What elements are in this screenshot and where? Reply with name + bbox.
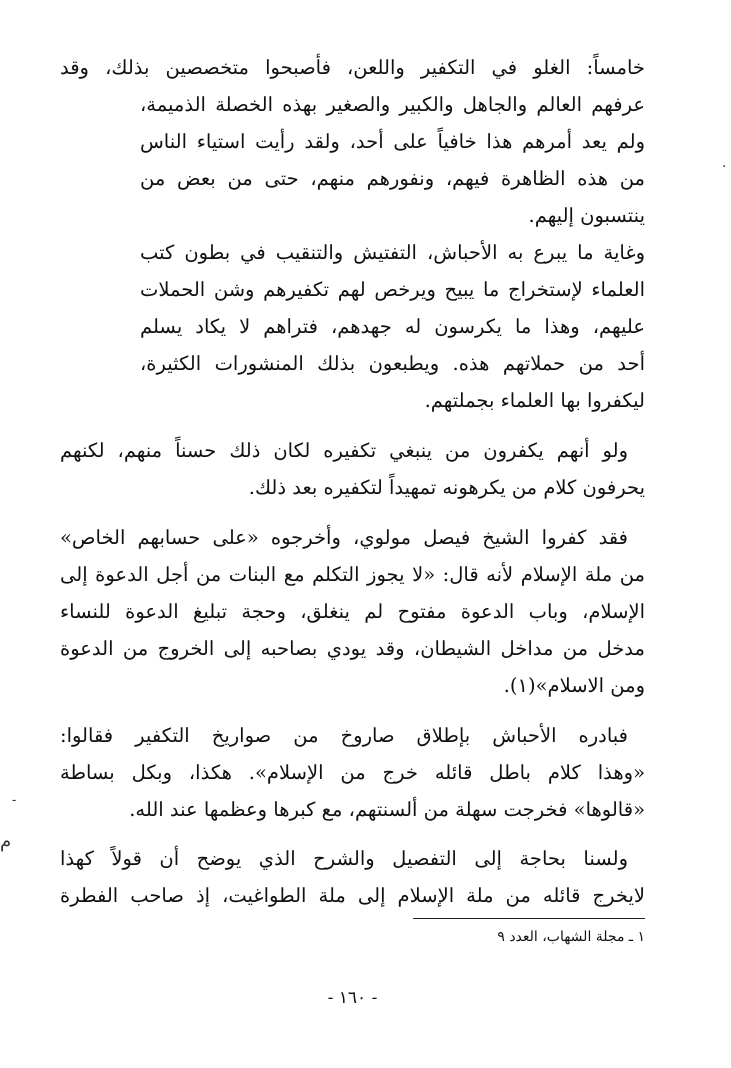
paragraph-5-line-1: فبادره الأحباش بإطلاق صاروخ من صواريخ التكفير فقالوا:	[60, 724, 628, 747]
paragraph-1-line-4: من هذه الظاهرة فيهم، ونفورهم منهم، حتى من بعض من	[140, 167, 645, 190]
paragraph-4-line-2: من ملة الإسلام لأنه قال: «لا يجوز التكلم مع البنات من أجل الدعوة إلى	[60, 563, 645, 586]
paragraph-6-line-2: لايخرج قائله من ملة الإسلام إلى ملة الطواغيت، إذ صاحب الفطرة	[60, 884, 645, 907]
paragraph-1-line-5: ينتسبون إليهم.	[528, 204, 645, 227]
footnote-divider	[413, 918, 645, 919]
paragraph-4-line-4: مدخل من مداخل الشيطان، وقد يودي بصاحبه إلى الخروج من الدعوة	[60, 637, 645, 660]
paragraph-5-line-2: «وهذا كلام باطل قائله خرج من الإسلام». هكذا، وبكل بساطة	[60, 761, 645, 784]
paragraph-2-line-1: وغاية ما يبرع به الأحباش، التفتيش والتنقيب في بطون كتب	[140, 241, 645, 264]
paragraph-4-line-5: ومن الاسلام»(١).	[503, 674, 645, 697]
paragraph-2-line-4: أحد من حملاتهم هذه. ويطبعون بذلك المنشورات الكثيرة،	[140, 352, 645, 375]
paragraph-4-line-1: فقد كفروا الشيخ فيصل مولوي، وأخرجوه «على حسابهم الخاص»	[60, 526, 628, 549]
paragraph-2-line-5: ليكفروا بها العلماء بجملتهم.	[424, 389, 645, 412]
scan-dot-mark: ·	[722, 159, 727, 175]
book-page	[60, 50, 645, 1050]
paragraph-2-line-2: العلماء لإستخراج ما يبيح ويرخص لهم تكفيرهم وشن الحملات	[140, 278, 645, 301]
paragraph-3-line-1: ولو أنهم يكفرون من ينبغي تكفيره لكان ذلك حسناً منهم، لكنهم	[60, 439, 628, 462]
paragraph-2-line-3: عليهم، وهذا ما يكرسون له جهدهم، فتراهم لا يكاد يسلم	[140, 315, 645, 338]
paragraph-1-line-2: عرفهم العالم والجاهل والكبير والصغير بهذه الخصلة الذميمة،	[140, 93, 645, 116]
paragraph-6-line-1: ولسنا بحاجة إلى التفصيل والشرح الذي يوضح أن قولاً كهذا	[60, 847, 628, 870]
page-number: - ١٦٠ -	[327, 988, 378, 1008]
paragraph-1-line-3: ولم يعد أمرهم هذا خافياً على أحد، ولقد رأيت استياء الناس	[140, 130, 645, 153]
scan-edge-mark: م	[0, 831, 12, 852]
paragraph-5-line-3: «قالوها» فخرجت سهلة من ألسنتهم، مع كبرها وعظمها عند الله.	[129, 798, 645, 821]
paragraph-3-line-2: يحرفون كلام من يكرهونه تمهيداً لتكفيره بعد ذلك.	[248, 476, 645, 499]
footnote: ١ ـ مجلة الشهاب، العدد ٩	[497, 929, 645, 945]
paragraph-1-line-1: خامساً: الغلو في التكفير واللعن، فأصبحوا متخصصين بذلك، وقد	[60, 56, 645, 79]
paragraph-4-line-3: الإسلام، وباب الدعوة مفتوح لم ينغلق، وحجة تبليغ الدعوة للنساء	[60, 600, 645, 623]
scan-speck-mark: ۔	[10, 789, 19, 805]
